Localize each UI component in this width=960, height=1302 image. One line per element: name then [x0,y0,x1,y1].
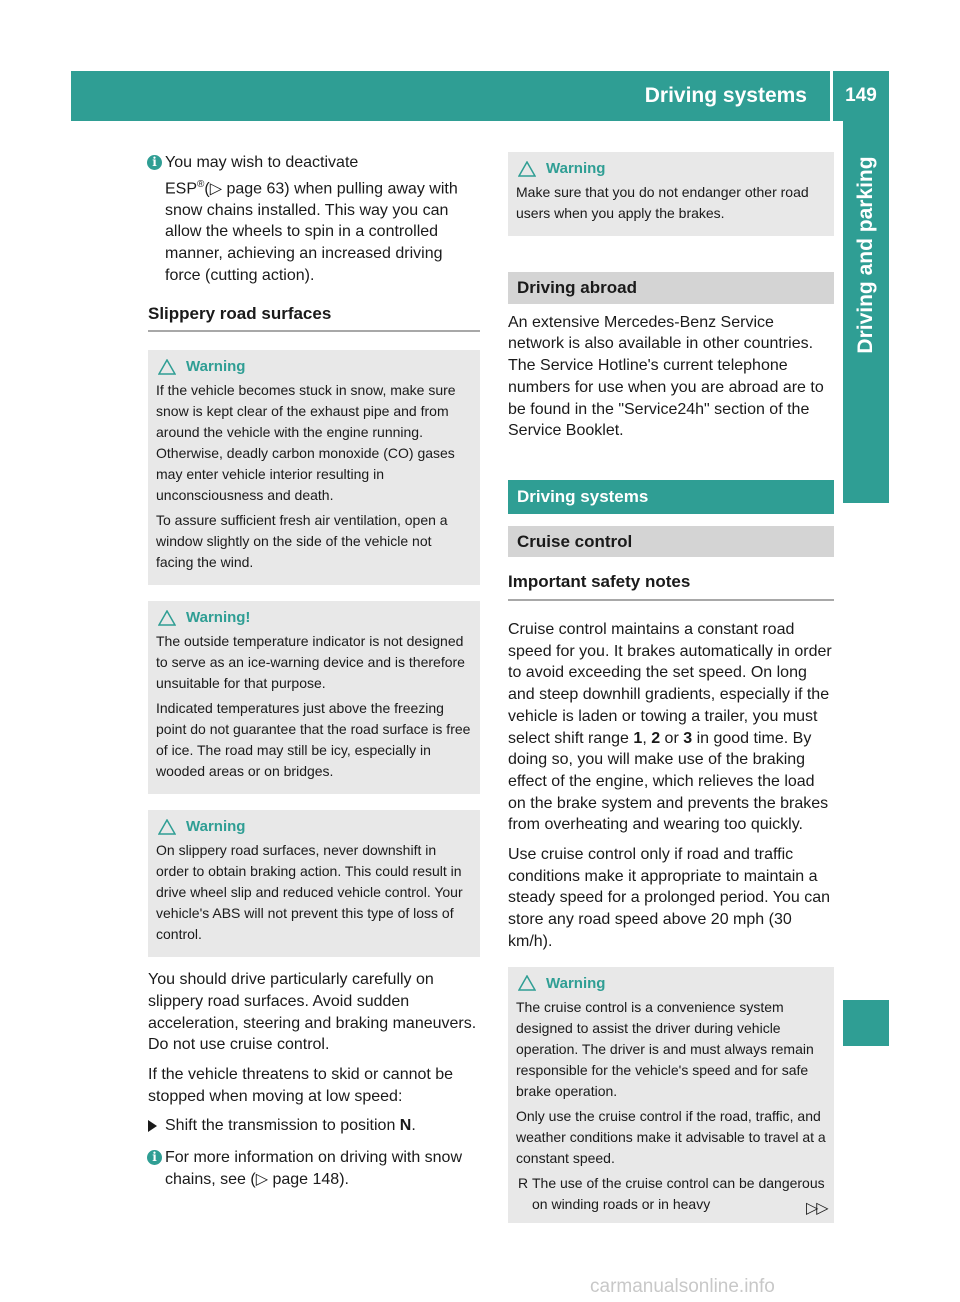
esp-label: ESP [165,180,198,198]
info-text: You may wish to deactivate [165,154,359,171]
slippery-heading: Slippery road surfaces [148,297,480,333]
warning-text: If the vehicle becomes stuck in snow, make sure snow is kept clear of the exhaust pipe and from around the vehicle with the engine running. Otherwise, deadly carbon monoxide (CO) gases may enter vehicle interior resulting in unconsciousness and death. [156,382,456,504]
info-text-cont: (▷ page 63) when pulling away with snow chains installed. This way you can allow the wheels to spin in a controlled manner, achieving an increased driving force (cutting action). [165,180,458,284]
shift-range: 1 [633,729,643,747]
text-run: , [642,729,652,747]
cruise-heading: Cruise control [508,526,834,558]
warning-title-text: Warning! [186,609,251,627]
warning-title [516,158,826,179]
body-paragraph: An extensive Mercedes-Benz Service network is also available in other countries. The Service Hotline's current telephone numbers for use when you are abroad are to be found in the "Service24h" section of the Service Booklet. [508,313,824,440]
warning-title [156,607,472,628]
step-arrow-icon [148,1120,157,1132]
warning-text: Indicated temperatures just above the freezing point do not guarantee that the road surface is free of ice. The road may still be icy, especially in wooded areas or on bridges. [156,700,471,780]
warning-title [156,356,472,377]
warning-text: On slippery road surfaces, never downshift in order to obtain braking action. This could result in drive wheel slip and reduced vehicle control. Your vehicle's ABS will not prevent this type of loss of control. [156,842,463,943]
left-column [148,152,480,1201]
bullet-icon: R [518,1174,529,1191]
right-column [508,152,834,1235]
instruction-step [148,1115,480,1137]
warning-triangle-icon [518,975,536,991]
systems-heading: Driving systems [508,480,834,514]
watermark: carmanualsonline.info [590,1276,775,1297]
page-header [71,71,889,121]
text-run: or [660,729,684,747]
info-icon: i [147,155,162,170]
body-paragraph: If the vehicle threatens to skid or cannot be stopped when moving at low speed: [148,1066,454,1105]
warning-triangle-icon [158,359,176,375]
registered-mark: ® [197,178,205,190]
bullet-text: The use of the cruise control can be dangerous on winding roads or in heavy [532,1174,825,1212]
warning-title-text: Warning [186,818,246,836]
warning-text: Only use the cruise control if the road, traffic, and weather conditions make it advisable to travel at a constant speed. [516,1107,826,1166]
side-marker [843,1000,889,1046]
header-title: Driving systems [644,84,807,107]
side-tab-label: Driving and parking [854,156,877,354]
warning-title [156,816,472,837]
warning-box-temperature [148,601,480,794]
step-text: Shift the transmission to position [165,1117,400,1135]
abroad-heading: Driving abroad [508,272,834,304]
warning-title-text: Warning [546,160,606,177]
warning-triangle-icon [518,161,536,177]
warning-box-downshift [148,810,480,957]
info-note-snow-chains [148,1147,480,1190]
warning-box-snow [148,350,480,585]
warning-text: Make sure that you do not endanger other road users when you apply the brakes. [516,184,809,221]
body-paragraph: Use cruise control only if road and traffic conditions make it appropriate to maintain a steady speed for a prolonged period. You can store any road speed above 20 mph (30 km/h). [508,846,831,950]
body-paragraph [508,619,834,836]
page-number: 149 [845,85,877,106]
shift-range: 3 [683,729,693,747]
warning-text: To assure sufficient fresh air ventilation, open a window slightly on the side of the vehicle not facing the wind. [156,512,448,571]
warning-title-text: Warning [546,974,606,992]
shift-range: 2 [651,729,661,747]
info-text: For more information on driving with snow chains, see (▷ page 148). [165,1149,463,1188]
warning-title [516,973,826,994]
bullet-item [516,1173,826,1215]
text-run: in good time. By doing so, you will make use of the braking effect of the engine, which relieves the load on the brake system and prevents the brakes from overheating and wearing too quickly. [508,729,829,834]
warning-text: The cruise control is a convenience system designed to assist the driver during vehicle operation. The driver is and must always remain responsible for the vehicle's speed and for safe brake operation. [516,998,814,1099]
body-paragraph: You should drive particularly carefully on slippery road surfaces. Avoid sudden acceleration, steering and braking maneuvers. Do not use cruise control. [148,971,477,1054]
warning-title-text: Warning [186,358,246,376]
text-run: Cruise control maintains a constant road speed for you. It brakes automatically in order to avoid exceeding the set speed. On long and steep downhill gradients, especially if the vehicle is laden or towing a trailer, you must select shift range [508,621,832,747]
warning-triangle-icon [158,819,176,835]
info-icon: i [147,1150,162,1165]
warning-text: The outside temperature indicator is not designed to serve as an ice-warning device and is therefore unsuitable for that purpose. [156,633,465,692]
continue-arrows-icon: ▷▷ [806,1200,827,1217]
safety-heading: Important safety notes [508,565,834,601]
warning-box-brakes [508,152,834,236]
step-end: . [411,1117,416,1135]
gear-position: N [399,1117,412,1135]
info-note-esp [148,152,480,287]
warning-box-cruise [508,967,834,1223]
warning-triangle-icon [158,610,176,626]
